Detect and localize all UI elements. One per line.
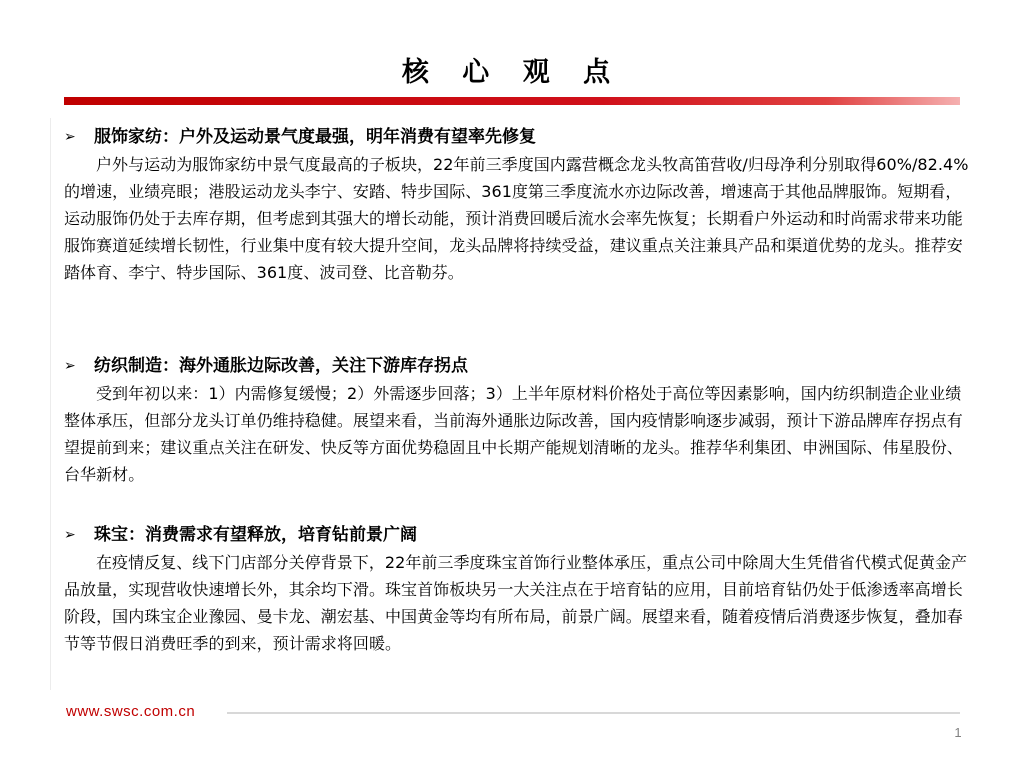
section-body: 户外与运动为服饰家纺中景气度最高的子板块，22年前三季度国内露营概念龙头牧高笛营收/归母净利分别取得60%/82.4%的增速，业绩亮眼；港股运动龙头李宁、安踏、特步国际、361度第三季度流水亦边际改善，增速高于其他品牌服饰。短期看，运动服饰仍处于去库存期，但考虑到其强大的增长动能，预计消费回暖后流水会率先恢复；长期看户外运动和时尚需求带来功能服饰赛道延续增长韧性，行业集中度有较大提升空间，龙头品牌将持续受益，建议重点关注兼具产品和渠道优势的龙头。推荐安踏体育、李宁、特步国际、361度、波司登、比音勒芬。: [64, 155, 969, 282]
section-heading-text: 纺织制造：海外通胀边际改善，关注下游库存拐点: [94, 356, 468, 376]
left-margin-rule: [50, 118, 51, 690]
page-title: 核 心 观 点: [401, 57, 623, 88]
arrow-bullet-icon: ➢: [64, 358, 76, 374]
section-jewelry: [64, 521, 974, 657]
section-heading: [64, 123, 974, 151]
section-heading: [64, 352, 974, 380]
section-apparel: [64, 123, 974, 286]
section-heading-text: 珠宝：消费需求有望释放，培育钻前景广阔: [94, 525, 417, 545]
page-number: 1: [954, 725, 962, 740]
arrow-bullet-icon: ➢: [64, 129, 76, 145]
arrow-bullet-icon: ➢: [64, 527, 76, 543]
section-heading-text: 服饰家纺：户外及运动景气度最强，明年消费有望率先修复: [94, 127, 536, 147]
section-heading: [64, 521, 974, 549]
section-body: 在疫情反复、线下门店部分关停背景下，22年前三季度珠宝首饰行业整体承压，重点公司中除周大生凭借省代模式促黄金产品放量，实现营收快速增长外，其余均下滑。珠宝首饰板块另一大关注点在于培育钻的应用，目前培育钻仍处于低渗透率高增长阶段，国内珠宝企业豫园、曼卡龙、潮宏基、中国黄金等均有所布局，前景广阔。展望来看，随着疫情后消费逐步恢复，叠加春节等节假日消费旺季的到来，预计需求将回暖。: [64, 553, 968, 653]
title-underline-bar: [64, 97, 960, 105]
section-textile: [64, 352, 974, 488]
section-body: 受到年初以来：1）内需修复缓慢；2）外需逐步回落；3）上半年原材料价格处于高位等因素影响，国内纺织制造企业业绩整体承压，但部分龙头订单仍维持稳健。展望来看，当前海外通胀边际改善，国内疫情影响逐步减弱，预计下游品牌库存拐点有望提前到来；建议重点关注在研发、快反等方面优势稳固且中长期产能规划清晰的龙头。推荐华利集团、申洲国际、伟星股份、台华新材。: [64, 384, 963, 484]
footer-divider: [227, 712, 960, 714]
footer-website: www.swsc.com.cn: [66, 703, 196, 720]
